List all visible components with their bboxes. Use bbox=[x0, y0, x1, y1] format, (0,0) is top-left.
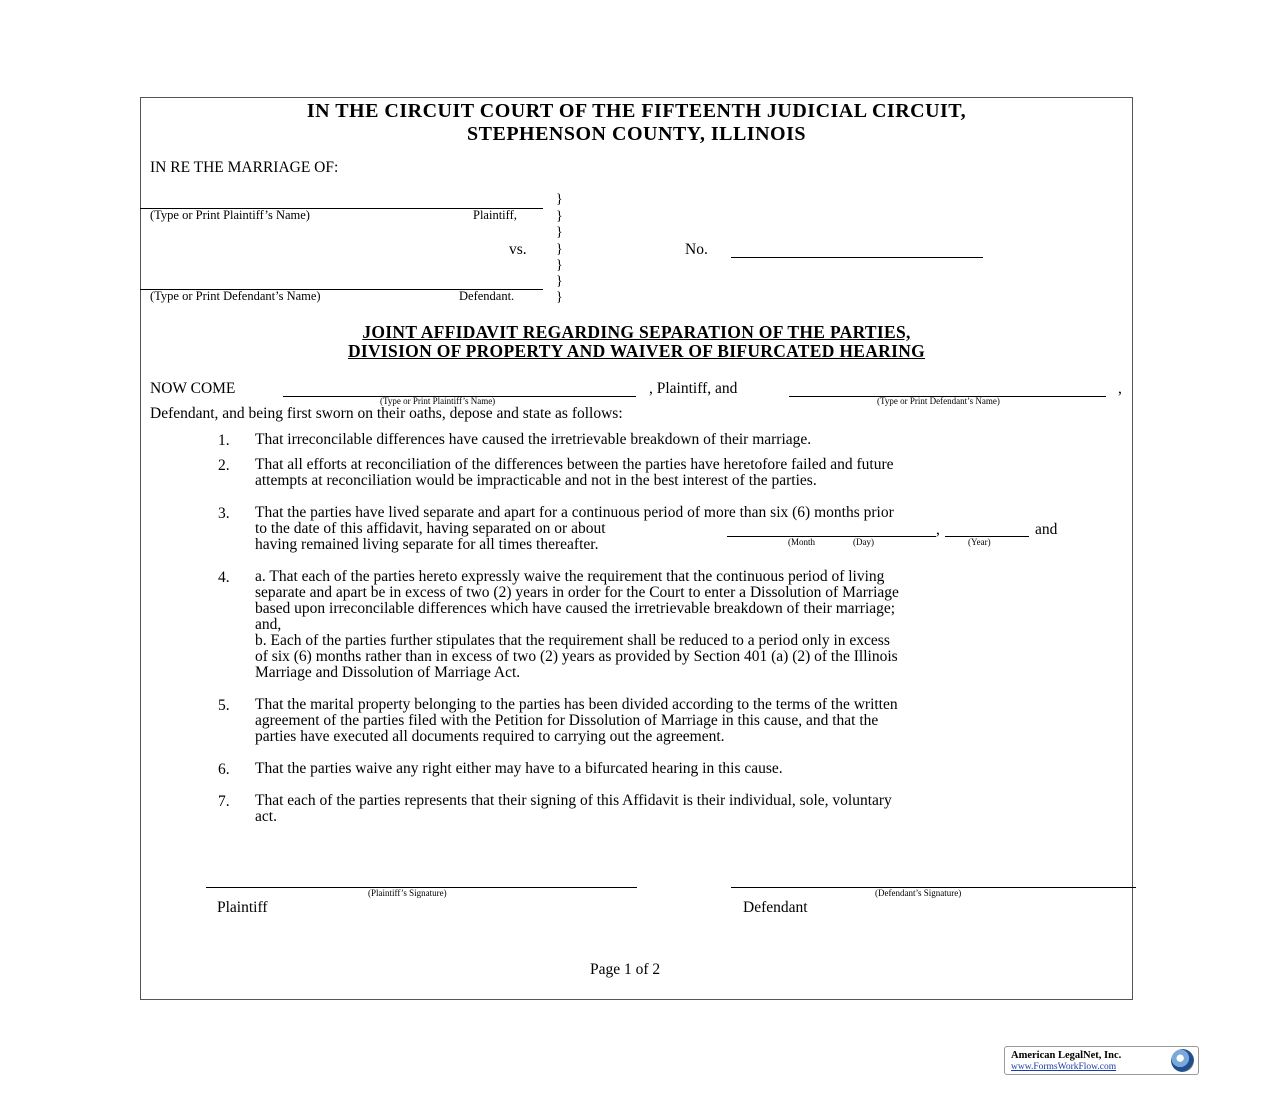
item-line: That each of the parties represents that their signing of this Affidavit is their individual, sole, voluntary bbox=[255, 792, 892, 809]
vs-label: vs. bbox=[509, 241, 527, 258]
item-line: That all efforts at reconciliation of the differences between the parties have heretofore failed and future bbox=[255, 456, 894, 473]
date-separator: , bbox=[936, 521, 940, 538]
case-number-label: No. bbox=[685, 241, 708, 258]
plaintiff-and-label: , Plaintiff, and bbox=[649, 380, 738, 397]
item-line: a. That each of the parties hereto expressly waive the requirement that the continuous period of living bbox=[255, 568, 885, 585]
and-label: and bbox=[1035, 521, 1058, 538]
page-number: Page 1 of 2 bbox=[590, 961, 661, 978]
caption-brace: } bbox=[556, 192, 563, 207]
item-line: That irreconcilable differences have caused the irretrievable breakdown of their marriage. bbox=[255, 431, 812, 448]
defendant-name-hint: (Type or Print Defendant’s Name) bbox=[150, 289, 321, 303]
item-line: attempts at reconciliation would be impracticable and not in the best interest of the parties. bbox=[255, 472, 817, 489]
affidavit-title-line-1: JOINT AFFIDAVIT REGARDING SEPARATION OF THE PARTIES, bbox=[362, 322, 911, 342]
caption-brace: } bbox=[556, 258, 563, 273]
item-line: Marriage and Dissolution of Marriage Act. bbox=[255, 664, 521, 681]
item-line: separate and apart be in excess of two (2) years in order for the Court to enter a Dissolution of Marriage bbox=[255, 584, 899, 601]
court-heading-line-2: STEPHENSON COUNTY, ILLINOIS bbox=[467, 123, 806, 145]
item-line: of six (6) months rather than in excess of two (2) years as provided by Section 401 (a) (2) of the Illinois bbox=[255, 648, 898, 665]
american-legalnet-logo[interactable] bbox=[1004, 1046, 1199, 1075]
item-number: 7. bbox=[218, 793, 230, 810]
defendant-label: Defendant. bbox=[459, 289, 515, 303]
intro-comma: , bbox=[1118, 380, 1122, 397]
logo-company-name: American LegalNet, Inc. bbox=[1011, 1050, 1122, 1061]
item-text bbox=[255, 569, 899, 681]
item-text bbox=[255, 697, 898, 745]
plaintiff-name-hint: (Type or Print Plaintiff’s Name) bbox=[150, 208, 310, 222]
caption-brace: } bbox=[556, 225, 563, 240]
affidavit-title-line-2: DIVISION OF PROPERTY AND WAIVER OF BIFURCATED HEARING bbox=[347, 341, 926, 361]
item-text bbox=[255, 793, 892, 825]
defendant-signature-label: Defendant bbox=[743, 899, 808, 916]
logo-url-link[interactable]: www.FormsWorkFlow.com bbox=[1011, 1062, 1117, 1072]
plaintiff-label: Plaintiff, bbox=[473, 208, 517, 222]
court-heading-line-1: IN THE CIRCUIT COURT OF THE FIFTEENTH JUDICIAL CIRCUIT, bbox=[306, 100, 967, 122]
defendant-signature-hint: (Defendant’s Signature) bbox=[875, 888, 962, 898]
item-line: That the parties have lived separate and apart for a continuous period of more than six (6) months prior bbox=[255, 504, 894, 521]
caption-brace: } bbox=[556, 242, 563, 257]
year-hint: (Year) bbox=[968, 537, 991, 547]
item-line: having remained living separate for all times thereafter. bbox=[255, 536, 599, 553]
item-line: b. Each of the parties further stipulates that the requirement shall be reduced to a period only in excess bbox=[255, 632, 890, 649]
item-number: 2. bbox=[218, 457, 230, 474]
item-line: That the parties waive any right either may have to a bifurcated hearing in this cause. bbox=[255, 760, 783, 777]
item-number: 3. bbox=[218, 505, 230, 522]
globe-icon bbox=[1171, 1049, 1194, 1072]
separation-date-line[interactable] bbox=[727, 536, 936, 537]
item-text bbox=[255, 432, 811, 448]
item-line: based upon irreconcilable differences which have caused the irretrievable breakdown of their marriage; bbox=[255, 600, 896, 617]
item-line: and, bbox=[255, 616, 282, 633]
item-line: parties have executed all documents required to carrying out the agreement. bbox=[255, 728, 725, 745]
caption-brace: } bbox=[556, 274, 563, 289]
item-number: 5. bbox=[218, 697, 230, 714]
now-come-label: NOW COME bbox=[150, 380, 236, 397]
month-hint: (Month bbox=[788, 537, 815, 547]
caption-brace: } bbox=[556, 209, 563, 224]
intro-plaintiff-hint: (Type or Print Plaintiff’s Name) bbox=[380, 396, 496, 406]
item-line: to the date of this affidavit, having separated on or about bbox=[255, 520, 606, 537]
sworn-statement: Defendant, and being first sworn on their oaths, depose and state as follows: bbox=[150, 405, 623, 422]
item-line: act. bbox=[255, 808, 277, 825]
item-line: That the marital property belonging to the parties has been divided according to the terms of the written bbox=[255, 696, 898, 713]
item-text bbox=[255, 761, 783, 777]
item-number: 6. bbox=[218, 761, 230, 778]
intro-defendant-hint: (Type or Print Defendant’s Name) bbox=[877, 396, 1000, 406]
item-line: agreement of the parties filed with the Petition for Dissolution of Marriage in this cause, and that the bbox=[255, 712, 879, 729]
caption-brace: } bbox=[556, 290, 563, 305]
in-re-label: IN RE THE MARRIAGE OF: bbox=[150, 159, 339, 176]
item-text bbox=[255, 457, 894, 489]
item-number: 4. bbox=[218, 569, 230, 586]
day-hint: (Day) bbox=[853, 537, 874, 547]
plaintiff-signature-hint: (Plaintiff’s Signature) bbox=[368, 888, 447, 898]
item-number: 1. bbox=[218, 432, 230, 449]
case-number-line[interactable] bbox=[731, 257, 983, 258]
plaintiff-signature-label: Plaintiff bbox=[217, 899, 268, 916]
